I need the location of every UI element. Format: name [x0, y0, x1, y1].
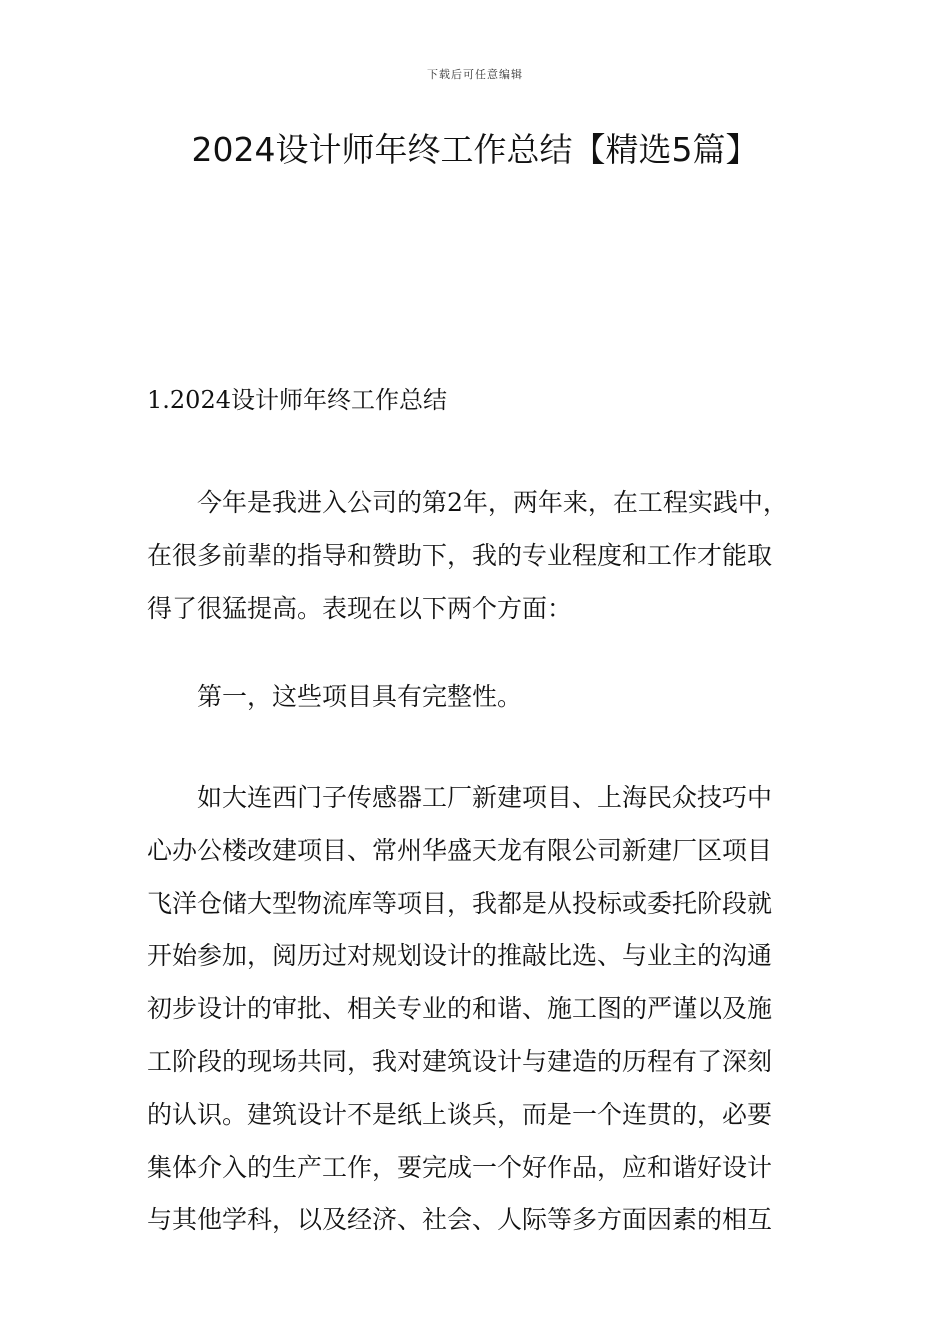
paragraph-line: 今年是我进入公司的第2年，两年来，在工程实践中， [197, 488, 788, 517]
paragraph-line: 集体介入的生产工作，要完成一个好作品，应和谐好设计 [147, 1152, 773, 1182]
paragraph-intro [147, 477, 807, 635]
paragraph-line: 心办公楼改建项目、常州华盛天龙有限公司新建厂区项目 [147, 835, 773, 865]
paragraph-line: 的认识。建筑设计不是纸上谈兵，而是一个连贯的，必要 [147, 1099, 773, 1129]
paragraph-line: 在很多前辈的指导和赞助下，我的专业程度和工作才能取 [147, 540, 773, 570]
document-title: 2024设计师年终工作总结【精选5篇】 [191, 130, 759, 169]
page-header-note: 下载后可任意编辑 [427, 68, 523, 81]
paragraph-line: 第一，这些项目具有完整性。 [197, 682, 523, 711]
paragraph-line: 飞洋仓储大型物流库等项目，我都是从投标或委托阶段就 [147, 888, 773, 918]
paragraph-point-one [147, 671, 807, 724]
paragraph-line: 如大连西门子传感器工厂新建项目、上海民众技巧中 [197, 783, 773, 812]
paragraph-projects [147, 772, 807, 1247]
paragraph-line: 开始参加，阅历过对规划设计的推敲比选、与业主的沟通 [147, 941, 773, 971]
paragraph-line: 工阶段的现场共同，我对建筑设计与建造的历程有了深刻 [147, 1046, 773, 1076]
paragraph-line: 初步设计的审批、相关专业的和谐、施工图的严谨以及施 [147, 994, 773, 1024]
paragraph-line: 与其他学科，以及经济、社会、人际等多方面因素的相互 [147, 1205, 773, 1235]
paragraph-line: 得了很猛提高。表现在以下两个方面： [147, 593, 573, 623]
section-heading: 1.2024设计师年终工作总结 [147, 386, 447, 414]
